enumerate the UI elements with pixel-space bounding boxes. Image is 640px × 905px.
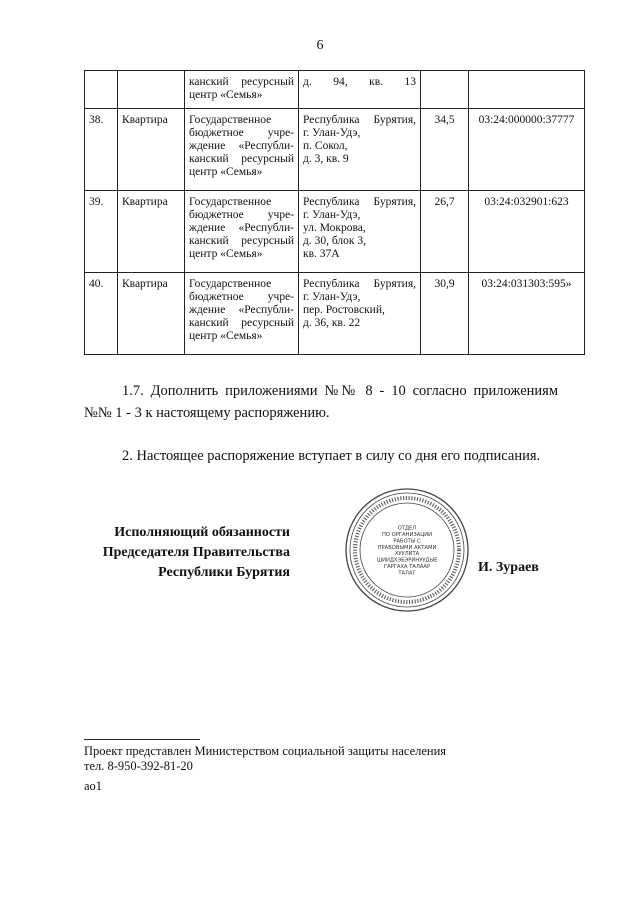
seal-text-line: ТАЛАГ	[398, 570, 416, 577]
paragraph-2: 2. Настоящее распоряжение вступает в силу со дня его подписания.	[122, 448, 541, 464]
footnote-line-1: Проект представлен Министерством социальной защиты населения	[84, 744, 447, 758]
page-number: 6	[316, 38, 324, 53]
cell-number: 40.	[85, 273, 118, 355]
property-table	[84, 70, 585, 355]
cell-line: канский ресурсный	[189, 235, 294, 247]
seal-text-line: РАБОТЫ С	[393, 538, 421, 545]
seal-text-line: ГАРГАХА ТАЛААР	[383, 564, 431, 570]
cell-line: ждение «Республи-	[189, 222, 294, 234]
cell-line: г. Улан-Удэ,	[303, 127, 361, 139]
paragraph-1-7-line-1: 1.7. Дополнить приложениями №№ 8 - 10 согласно приложениям	[122, 383, 558, 399]
seal-text-line: ПРАВОВЫМИ АКТАМИ	[377, 544, 437, 551]
cell-address	[299, 191, 421, 273]
cell-owner	[185, 273, 299, 355]
cell-line: д. 30, блок 3,	[303, 235, 366, 247]
cell-line: бюджетное учре-	[189, 291, 294, 303]
cell-line: пер. Ростовский,	[303, 304, 385, 316]
cell-cadastral	[469, 71, 585, 109]
seal-text-line: ШИИДХЭБЭРИНУУДЫЕ	[376, 557, 438, 564]
table-row	[85, 191, 585, 273]
cell-line: канский ресурсный	[189, 153, 294, 165]
table-row	[85, 71, 585, 109]
cell-number: 38.	[85, 109, 118, 191]
cell-line: г. Улан-Удэ,	[303, 291, 361, 303]
cell-line: кв. 37А	[303, 248, 340, 260]
cell-type: Квартира	[118, 273, 185, 355]
cell-number: 39.	[85, 191, 118, 273]
official-seal	[344, 487, 470, 613]
footnote-line-2: тел. 8-950-392-81-20	[84, 759, 193, 773]
cell-area: 34,5	[421, 109, 469, 191]
cell-type: Квартира	[118, 109, 185, 191]
cell-area: 26,7	[421, 191, 469, 273]
cell-line: д. 36, кв. 22	[303, 317, 361, 329]
cell-line: ждение «Республи-	[189, 304, 294, 316]
cell-line: ждение «Республи-	[189, 140, 294, 152]
cell-line: ул. Мокрова,	[303, 222, 366, 234]
cell-line: д. 94, кв. 13	[303, 76, 416, 88]
cell-line: канский ресурсный	[189, 76, 294, 88]
footnote-divider	[84, 739, 200, 740]
cell-owner	[185, 71, 299, 109]
cell-line: бюджетное учре-	[189, 127, 294, 139]
cell-cadastral: 03:24:031303:595»	[469, 273, 585, 355]
cell-line: п. Сокол,	[303, 140, 348, 152]
cell-address	[299, 109, 421, 191]
cell-line: центр «Семья»	[189, 166, 263, 178]
cell-line: г. Улан-Удэ,	[303, 209, 361, 221]
table-row	[85, 109, 585, 191]
paragraph-1-7	[84, 380, 558, 424]
signer-title	[80, 523, 290, 583]
cell-line: центр «Семья»	[189, 330, 263, 342]
cell-line: канский ресурсный	[189, 317, 294, 329]
cell-address	[299, 71, 421, 109]
cell-cadastral: 03:24:032901:623	[469, 191, 585, 273]
cell-line: д. 3, кв. 9	[303, 153, 349, 165]
cell-line: центр «Семья»	[189, 248, 263, 260]
cell-line: Государственное	[189, 114, 272, 126]
cell-owner	[185, 109, 299, 191]
signer-title-line: Председателя Правительства	[102, 545, 290, 560]
cell-cadastral: 03:24:000000:37777	[469, 109, 585, 191]
cell-owner	[185, 191, 299, 273]
seal-text-line: ОТДЕЛ	[397, 525, 417, 532]
cell-type: Квартира	[118, 191, 185, 273]
paragraph-1-7-line-2: №№ 1 - 3 к настоящему распоряжению.	[84, 405, 330, 421]
cell-number	[85, 71, 118, 109]
cell-area	[421, 71, 469, 109]
cell-type	[118, 71, 185, 109]
signer-title-line: Исполняющий обязанности	[114, 525, 290, 540]
cell-line: Государственное	[189, 196, 272, 208]
signer-name: И. Зураев	[478, 560, 539, 575]
cell-line: Республика Бурятия,	[303, 114, 416, 126]
cell-line: Республика Бурятия,	[303, 196, 416, 208]
cell-line: бюджетное учре-	[189, 209, 294, 221]
cell-area: 30,9	[421, 273, 469, 355]
document-code: ао1	[84, 779, 103, 793]
cell-address	[299, 273, 421, 355]
seal-text-line: ХУУЛИТА	[394, 551, 420, 558]
cell-line: Государственное	[189, 278, 272, 290]
cell-line: центр «Семья»	[189, 89, 263, 101]
signer-title-line: Республики Бурятия	[158, 565, 290, 580]
footnote	[84, 744, 446, 774]
seal-text-line: ПО ОРГАНИЗАЦИИ	[381, 532, 433, 538]
table-row	[85, 273, 585, 355]
cell-line: Республика Бурятия,	[303, 278, 416, 290]
